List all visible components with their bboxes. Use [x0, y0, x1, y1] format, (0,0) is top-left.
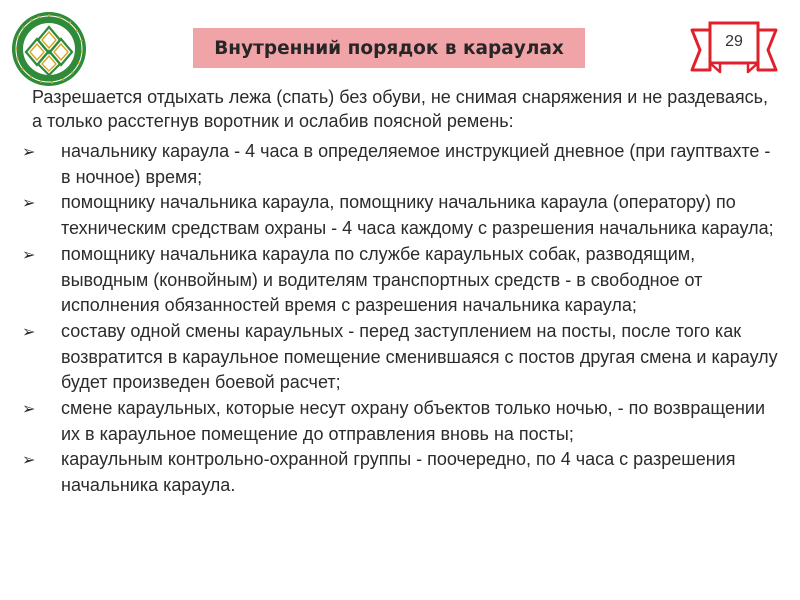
emblem-logo [10, 10, 88, 88]
page-number: 29 [725, 33, 743, 50]
list-item [22, 396, 782, 447]
list-item-text: помощнику начальника караула, помощнику начальника караула (оператору) по техническим средствам охраны - 4 часа каждому с разрешения начальника караула; [61, 192, 774, 239]
list-item [22, 139, 782, 190]
arrow-bullet-icon: ➢ [22, 142, 36, 161]
list-item-text: караульным контрольно-охранной группы - поочередно, по 4 часа с разрешения начальника караула. [61, 449, 736, 496]
list-item [22, 447, 782, 498]
arrow-bullet-icon: ➢ [22, 321, 36, 341]
rules-list [22, 139, 782, 499]
list-item-text: помощнику начальника караула по службе караульных собак, разводящим, выводным (конвойным) и водителям транспортных средств - в свободное от исполнения обязанностей время с разрешения начальника караула; [61, 243, 703, 316]
list-item-text: смене караульных, которые несут охрану объектов только ночью, - по возвращении их в караульное помещение до отправления вновь на посты; [61, 398, 766, 444]
arrow-bullet-icon: ➢ [22, 399, 36, 419]
page-title: Внутренний порядок в караулах [214, 37, 564, 59]
arrow-bullet-icon: ➢ [22, 450, 36, 470]
list-item-text: начальнику караула - 4 часа в определяемое инструкцией дневное (при гауптвахте - в ночное) время; [61, 141, 771, 187]
list-item [22, 190, 782, 241]
list-item-text: составу одной смены караульных - перед заступлением на посты, после того как возвратится в караульное помещение сменившаяся с постов другая смена и караулу будет произведен боевой расчет; [61, 320, 778, 393]
list-item [22, 319, 782, 396]
title-banner [193, 28, 585, 68]
list-item [22, 242, 782, 319]
arrow-bullet-icon: ➢ [22, 244, 36, 264]
arrow-bullet-icon: ➢ [22, 193, 36, 213]
intro-paragraph: Разрешается отдыхать лежа (спать) без обуви, не снимая снаряжения и не раздеваясь, а только расстегнув воротник и ослабив поясной ремень: [32, 87, 768, 131]
